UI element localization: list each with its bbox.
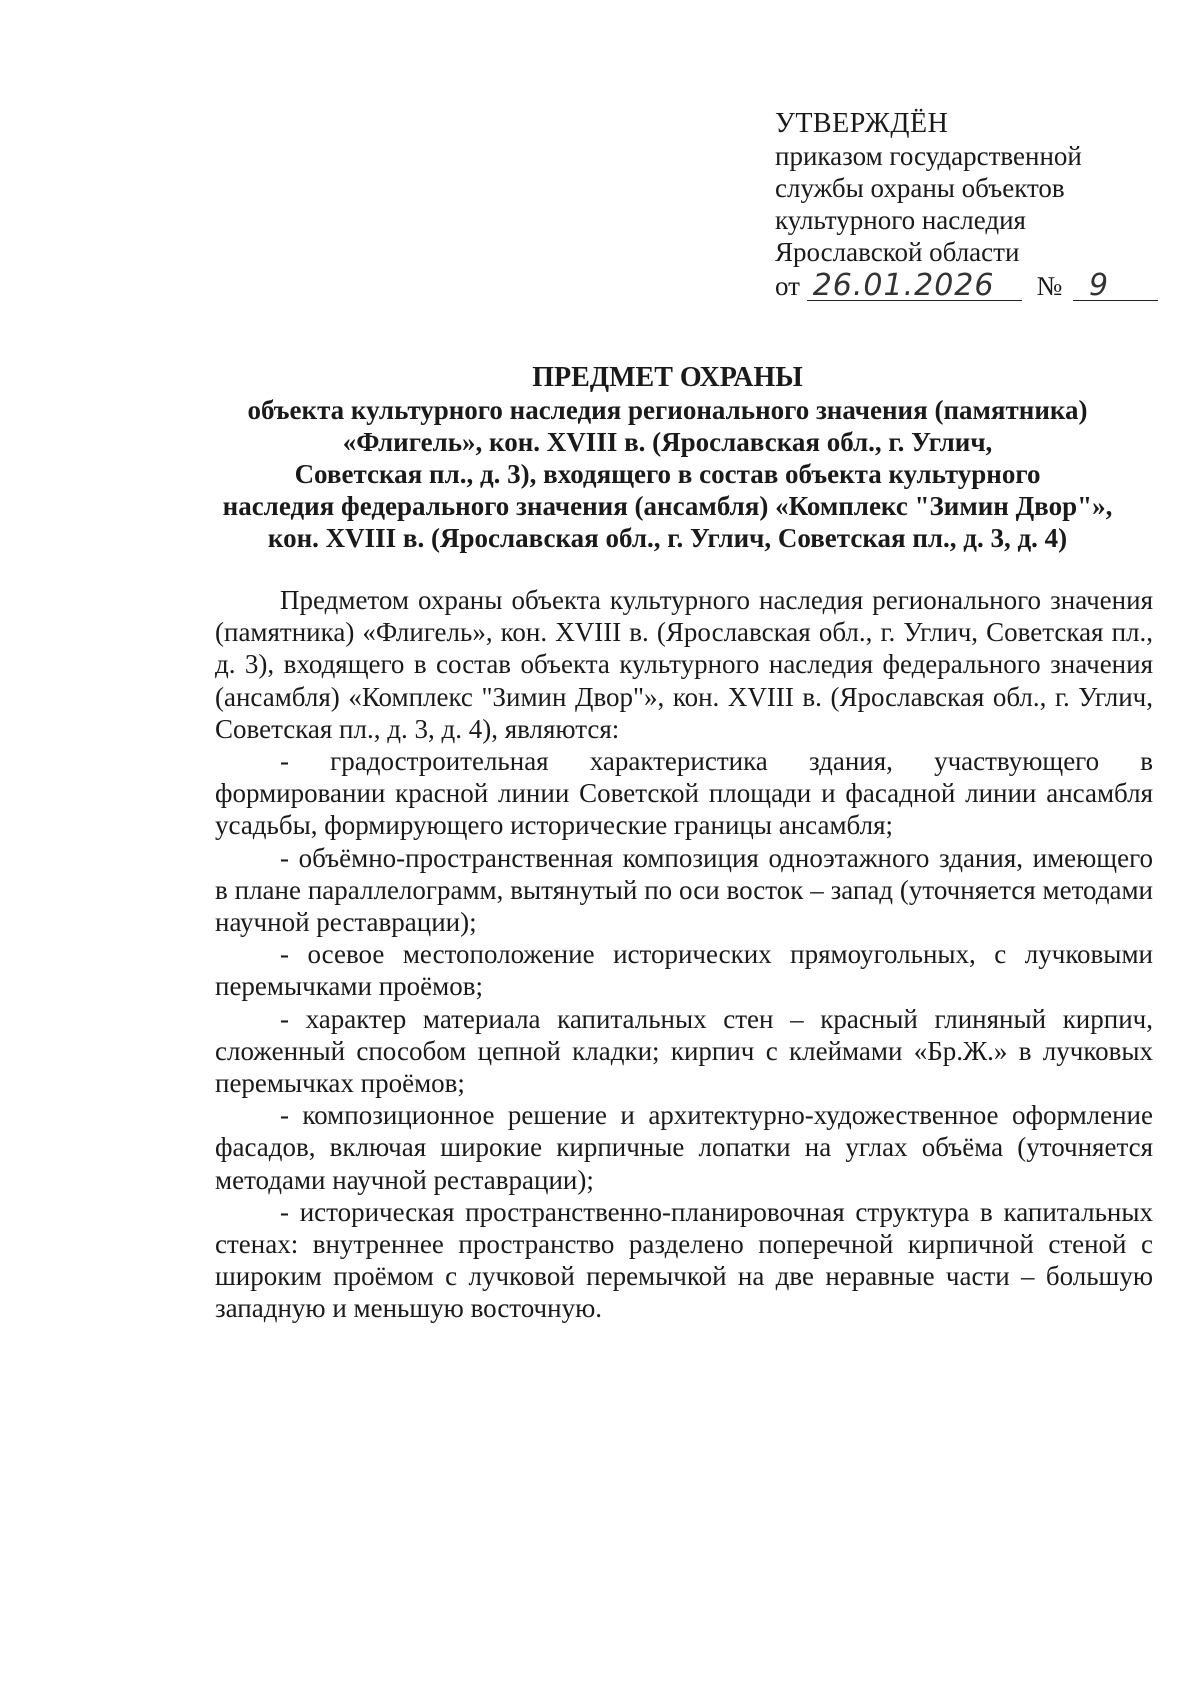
heading-title: ПРЕДМЕТ ОХРАНЫ [532, 362, 803, 393]
approval-block [775, 108, 1155, 302]
protection-item: - композиционное решение и архитектурно-художественное оформление фасадов, включая широкие кирпичные лопатки на углах объёма (уточняется методами научной реставрации); [215, 1100, 1153, 1195]
protection-item: - характер материала капитальных стен – красный глиняный кирпич, сложенный способом цепной кладки; кирпич с клеймами «Бр.Ж.» в лучковых перемычках проёмов; [215, 1003, 1153, 1099]
approval-date-line [775, 270, 1155, 302]
approval-line: Ярославской области [775, 237, 1020, 267]
heading-line: объекта культурного наследия регионального значения (памятника) [247, 395, 1088, 425]
heading-line: Советская пл., д. 3), входящего в состав объекта культурного [294, 459, 1041, 489]
protection-items-list [215, 745, 1153, 1325]
number-label: № [1036, 271, 1063, 301]
document-body [215, 584, 1153, 1325]
heading-line: «Флигель», кон. XVIII в. (Ярославская обл., г. Углич, [342, 427, 993, 457]
document-heading [200, 362, 1135, 554]
approval-title: УТВЕРЖДЁН [775, 108, 949, 139]
protection-item: - осевое местоположение исторических прямоугольных, с лучковыми перемычками проёмов; [215, 939, 1153, 1002]
heading-line: кон. XVIII в. (Ярославская обл., г. Углич, Советская пл., д. 3, д. 4) [267, 523, 1068, 553]
approval-line: службы охраны объектов [775, 173, 1065, 203]
handwritten-number: 9 [1073, 272, 1158, 301]
handwritten-date: 26.01.2026 [807, 272, 1022, 301]
protection-item: - градостроительная характеристика здания, участвующего в формировании красной линии Советской площади и фасадной линии ансамбля усадьбы, формирующего исторические границы ансамбля; [215, 746, 1153, 841]
intro-paragraph: Предметом охраны объекта культурного наследия регионального значения (памятника) «Флигель», кон. XVIII в. (Ярославская обл., г. Углич, Советская пл., д. 3), входящего в состав объекта культурного наследия федерального значения (ансамбля) «Комплекс "Зимин Двор"», кон. XVIII в. (Ярославская обл., г. Углич, Советская пл., д. 3, д. 4), являются: [215, 585, 1153, 744]
date-prefix: от [775, 271, 800, 301]
approval-line: культурного наследия [775, 205, 1026, 235]
protection-item: - историческая пространственно-планировочная структура в капитальных стенах: внутреннее пространство разделено поперечной кирпичной стеной с широким проёмом с лучковой перемычкой на две неравные части – большую западную и меньшую восточную. [215, 1196, 1153, 1324]
heading-line: наследия федерального значения (ансамбля) «Комплекс "Зимин Двор"», [222, 491, 1113, 521]
approval-line: приказом государственной [775, 141, 1082, 171]
protection-item: - объёмно-пространственная композиция одноэтажного здания, имеющего в плане параллелограмм, вытянутый по оси восток – запад (уточняется методами научной реставрации); [215, 842, 1153, 938]
